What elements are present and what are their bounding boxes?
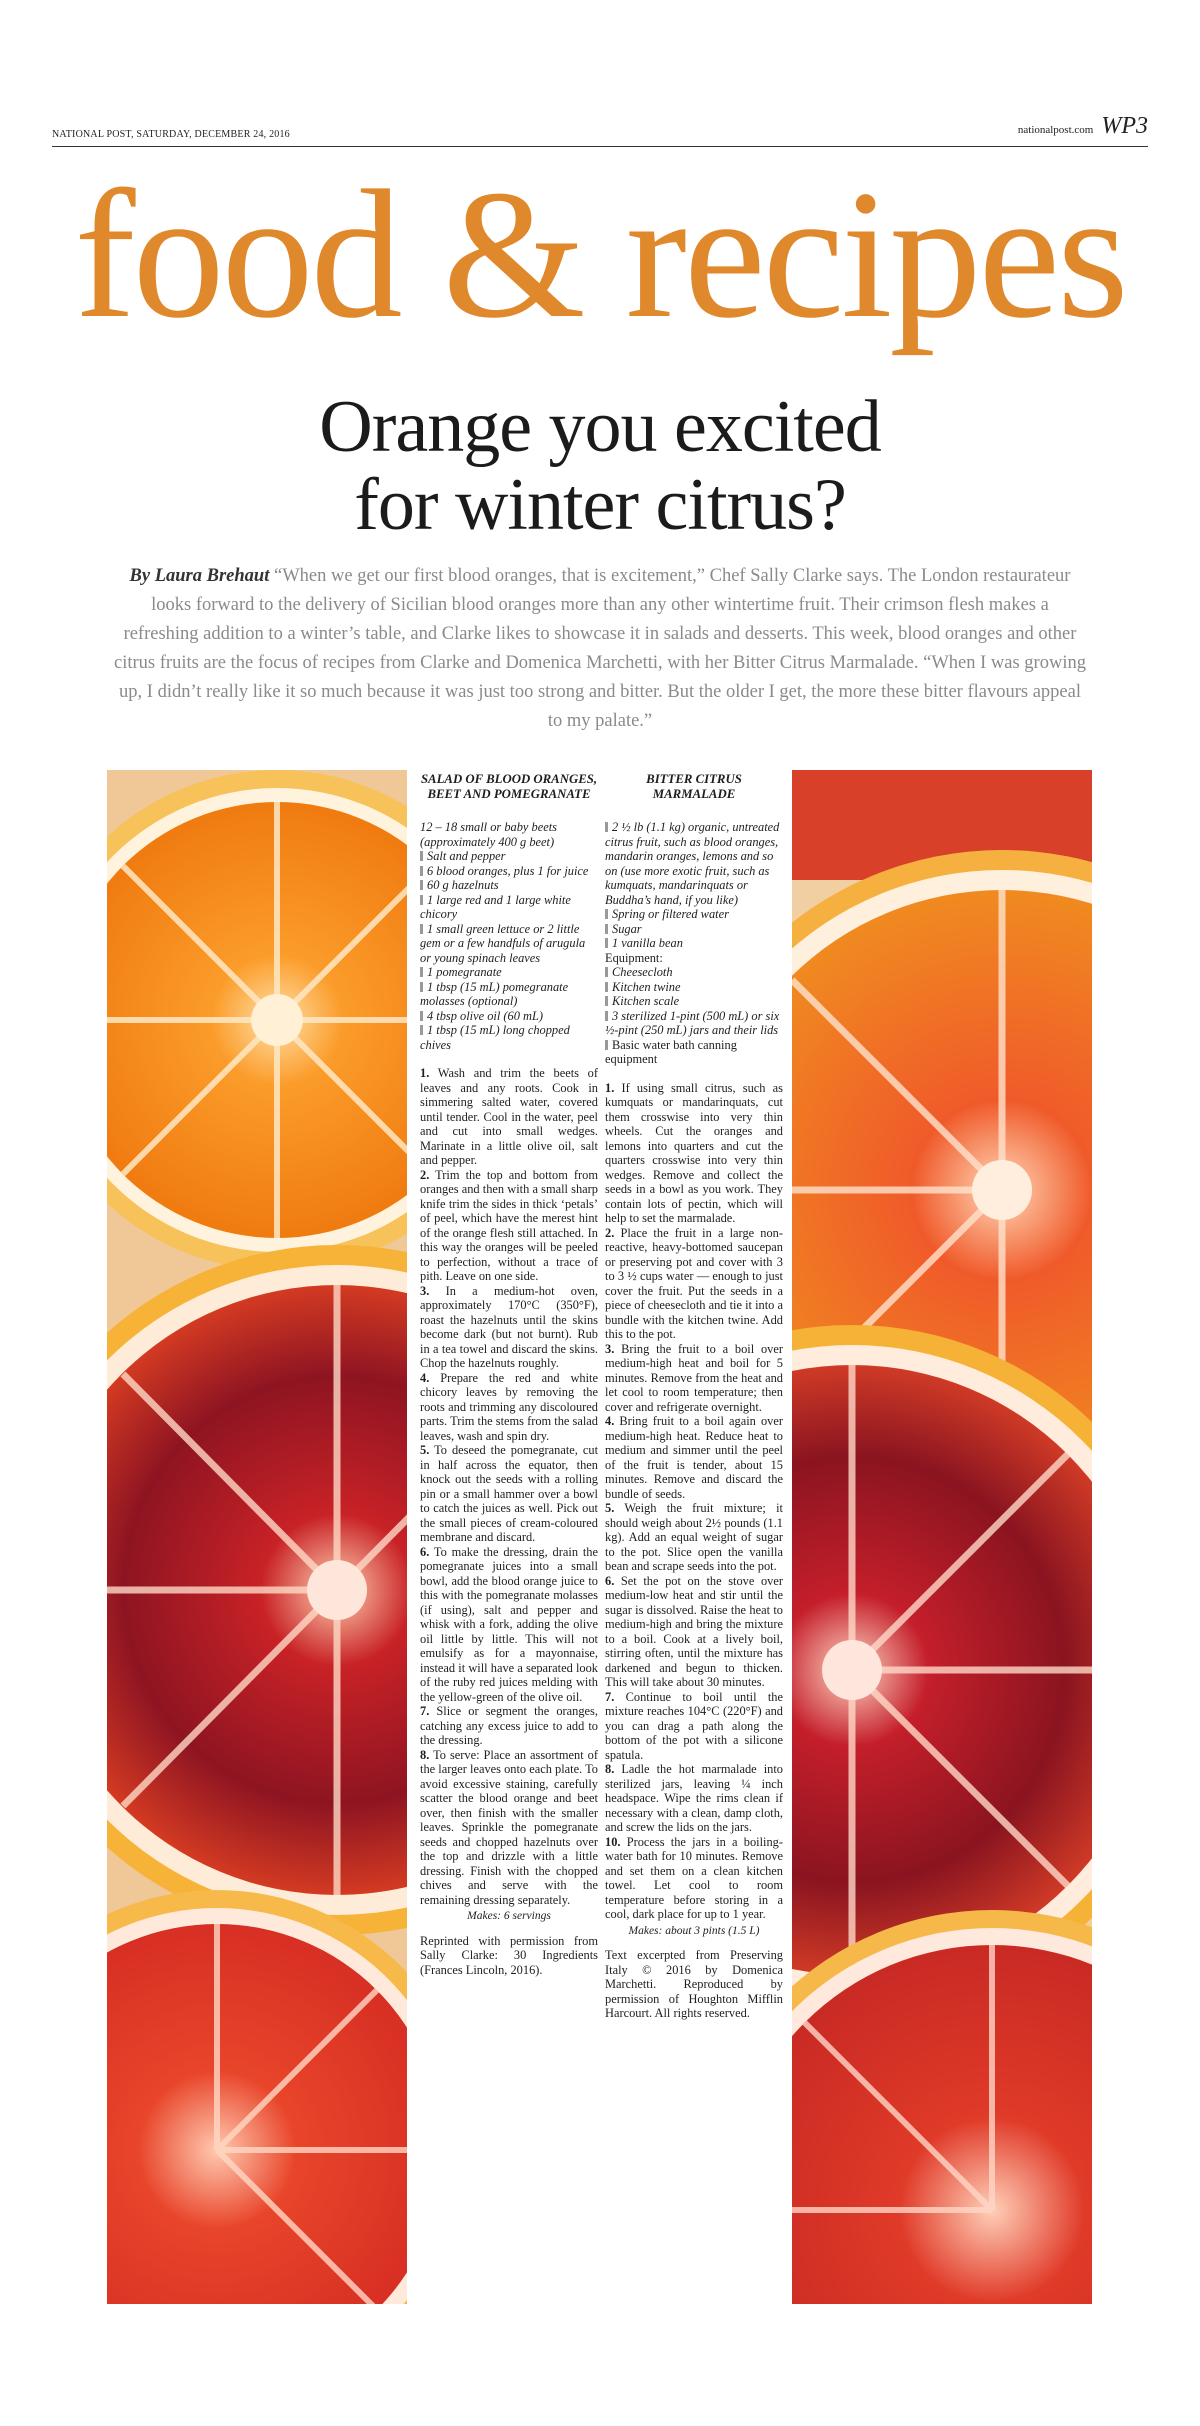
recipe-step: 8. To serve: Place an assortment of the larger leaves onto each plate. To avoid excessive staining, carefully scatter the blood orange and beet over, then finish with the smaller leaves. Sprinkle the pomegranate seeds and chopped hazelnuts over the top and drizzle with a little dressing. Finish with the chopped chives and serve with the remaining dressing separately. (420, 1747, 598, 1907)
ingredient-item: 1 vanilla bean (605, 936, 783, 951)
page-header (52, 112, 1148, 147)
ingredient-item: 4 tbsp olive oil (60 mL) (420, 1009, 598, 1024)
recipe-step: 4. Bring fruit to a boil again over medium-high heat. Reduce heat to medium and simmer until the peel of the fruit is tender, about 15 minutes. Remove and discard the bundle of seeds. (605, 1414, 783, 1501)
page-number: WP3 (1101, 113, 1148, 139)
recipe-step: 2. Trim the top and bottom from oranges and then with a small sharp knife trim the sides in thick ‘petals’ of peel, which have the merest hint of the orange flesh still attached. In this way the oranges will be peeled to perfection, without a trace of pith. Leave on one side. (420, 1167, 599, 1283)
recipe-step: 3. Bring the fruit to a boil over medium-high heat and boil for 5 minutes. Remove from the heat and let cool to room temperature; then cover and refrigerate overnight. (605, 1341, 783, 1414)
recipe-step: 8. Ladle the hot marmalade into sterilized jars, leaving ¼ inch headspace. Wipe the rims clean if necessary with a clean, damp cloth, and screw the lids on the jars. (605, 1762, 783, 1834)
recipe-marmalade-steps (605, 1081, 783, 2021)
ingredient-item: 1 large red and 1 large white chicory (420, 893, 598, 922)
ingredient-item: Spring or filtered water (605, 907, 783, 922)
recipe-salad-title: SALAD OF BLOOD ORANGES, BEET AND POMEGRANATE (420, 772, 598, 801)
site-and-page (1018, 113, 1148, 140)
recipe-step: 1. If using small citrus, such as kumquats or mandarinquats, cut them crosswise into very thin wheels. Cut the oranges and lemons into quarters and cut the quarters crosswise into very thin wedges. Remove and collect the seeds in a bowl as you work. They contain lots of pectin, which will help to set the marmalade. (605, 1080, 783, 1225)
orange-slice-middle (792, 1325, 1092, 2015)
ingredient-item: Sugar (605, 922, 783, 937)
ingredient-item: 1 small green lettuce or 2 little gem or a few handfuls of arugula or young spinach leaves (420, 922, 598, 966)
ingredient-item: 6 blood oranges, plus 1 for juice (420, 864, 598, 879)
orange-slice-bottom (792, 1910, 1092, 2304)
ingredient-item: 12 – 18 small or baby beets (approximately 400 g beet) (420, 820, 557, 849)
recipe-step: 3. In a medium-hot oven, approximately 170°C (350°F), roast the hazelnuts until the skins become dark (but not burnt). Rub in a tea towel and discard the skins. Chop the hazelnuts roughly. (420, 1283, 598, 1370)
orange-slice-bottom (107, 1890, 407, 2304)
recipe-salad-steps (420, 1066, 598, 1977)
section-title: food & recipes (74, 152, 1126, 356)
equipment-item: Cheesecloth (605, 965, 783, 980)
recipe-step: 10. Process the jars in a boiling-water bath for 10 minutes. Remove and set them on a clean kitchen towel. Let cool to room temperature before storing in a cool, dark place for up to 1 year. (605, 1834, 783, 1921)
byline: By Laura Brehaut (129, 566, 270, 586)
recipe-marmalade-credit: Text excerpted from Preserving Italy © 2016 by Domenica Marchetti. Reproduced by permission of Houghton Mifflin Harcourt. All rights reserved. (605, 1948, 783, 2020)
dek-text: “When we get our first blood oranges, that is excitement,” Chef Sally Clarke says. The London restaurateur looks forward to the delivery of Sicilian blood oranges more than any other wintertime fruit. Their crimson flesh makes a refreshing addition to a winter’s table, and Clarke likes to showcase it in salads and desserts. This week, blood oranges and other citrus fruits are the focus of recipes from Clarke and Domenica Marchetti, with her Bitter Citrus Marmalade. “When I was growing up, I didn’t really like it so much because it was just too strong and bitter. But the older I get, the more these bitter flavours appeal to my palate.” (114, 566, 1086, 731)
equipment-item: Kitchen scale (605, 994, 783, 1009)
publication-line: NATIONAL POST, SATURDAY, DECEMBER 24, 2016 (52, 129, 290, 140)
recipe-step: 1. Wash and trim the beets of leaves and any roots. Cook in simmering salted water, covered until tender. Cool in the water, peel and cut into small wedges. Marinate in a little olive oil, salt and pepper. (420, 1066, 598, 1167)
recipe-step: 4. Prepare the red and white chicory leaves by removing the roots and trimming any discoloured parts. Trim the stems from the salad leaves, wash and spin dry. (420, 1370, 598, 1443)
ingredient-item: 2 ½ lb (1.1 kg) organic, untreated citrus fruit, such as blood oranges, mandarin oranges, lemons and so on (use more exotic fruit, such as kumquats, mandarinquats or Buddha’s hand, if you like) (605, 820, 783, 907)
recipe-marmalade-ingredients (605, 820, 783, 1067)
site-url[interactable]: nationalpost.com (1017, 124, 1094, 136)
recipe-salad-column (420, 772, 598, 1977)
article-dek (112, 562, 1088, 736)
recipe-salad-credit: Reprinted with permission from Sally Clarke: 30 Ingredients (Frances Lincoln, 2016). (420, 1933, 598, 1977)
blood-orange-illustration-left (107, 770, 407, 2304)
recipe-step: 5. Weigh the fruit mixture; it should weigh about 2½ pounds (1.1 kg). Add an equal weight of sugar to the pot. Slice open the vanilla bean and scrape seeds into the pot. (605, 1501, 784, 1573)
recipe-marmalade-title: BITTER CITRUS MARMALADE (646, 772, 742, 801)
blood-orange-photo-left (107, 770, 407, 2304)
recipe-step: 2. Place the fruit in a large non-reactive, heavy-bottomed saucepan or preserving pot and cover with 3 to 3 ½ cups water — enough to just cover the fruit. Put the seeds in a piece of cheesecloth and tie it into a bundle with the kitchen twine. Add this to the pot. (605, 1225, 783, 1341)
ingredient-item: Salt and pepper (420, 849, 598, 864)
equipment-item: Kitchen twine (605, 980, 783, 995)
ingredient-item: 60 g hazelnuts (420, 878, 598, 893)
blood-orange-photo-right (792, 770, 1092, 2304)
orange-slice-top (107, 770, 407, 1270)
blood-orange-illustration-right (792, 770, 1092, 2304)
recipe-salad-ingredients (420, 820, 598, 1052)
headline (0, 388, 1200, 544)
recipe-step: 6. Set the pot on the stove over medium-low heat and stir until the sugar is dissolved. Raise the heat to medium-high and bring the mixture to a boil. Cook at a lively boil, stirring often, until the mixture has darkened and begun to thicken. This will take about 30 minutes. (605, 1573, 783, 1689)
recipe-step: 7. Slice or segment the oranges, catching any excess juice to add to the dressing. (420, 1704, 598, 1747)
ingredient-item: 1 tbsp (15 mL) pomegranate molasses (optional) (420, 980, 598, 1009)
ingredient-item: 1 tbsp (15 mL) long chopped chives (420, 1023, 598, 1052)
ingredient-item: 1 pomegranate (420, 965, 598, 980)
recipe-step: 6. To make the dressing, drain the pomegranate juices into a small bowl, add the blood orange juice to this with the pomegranate molasses (if using), salt and pepper and whisk with a fork, adding the olive oil little by little. This will not emulsify as for a mayonnaise, instead it will have a separated look of the ruby red juices melding with the yellow-green of the olive oil. (420, 1544, 598, 1704)
headline-line-1: Orange you excited (319, 386, 881, 468)
recipe-salad-yield: Makes: 6 servings (467, 1910, 551, 1922)
recipe-step: 5. To deseed the pomegranate, cut in half across the equator, then knock out the seeds with a rolling pin or a small hammer over a bowl to catch the juices as well. Pick out the small pieces of cream-coloured membrane and discard. (420, 1443, 599, 1544)
headline-line-2: for winter citrus? (354, 464, 846, 546)
equipment-item: Basic water bath canning equipment (605, 1038, 783, 1067)
recipe-marmalade-column (605, 772, 783, 2021)
recipe-step: 7. Continue to boil until the mixture reaches 104°C (220°F) and you can drag a path along the bottom of the pot with a silicone spatula. (605, 1689, 783, 1762)
equipment-label: Equipment: (605, 950, 663, 965)
equipment-item: 3 sterilized 1-pint (500 mL) or six ½-pint (250 mL) jars and their lids (605, 1009, 783, 1038)
recipe-marmalade-yield: Makes: about 3 pints (1.5 L) (628, 1924, 760, 1937)
orange-slice-middle (107, 1245, 407, 1935)
